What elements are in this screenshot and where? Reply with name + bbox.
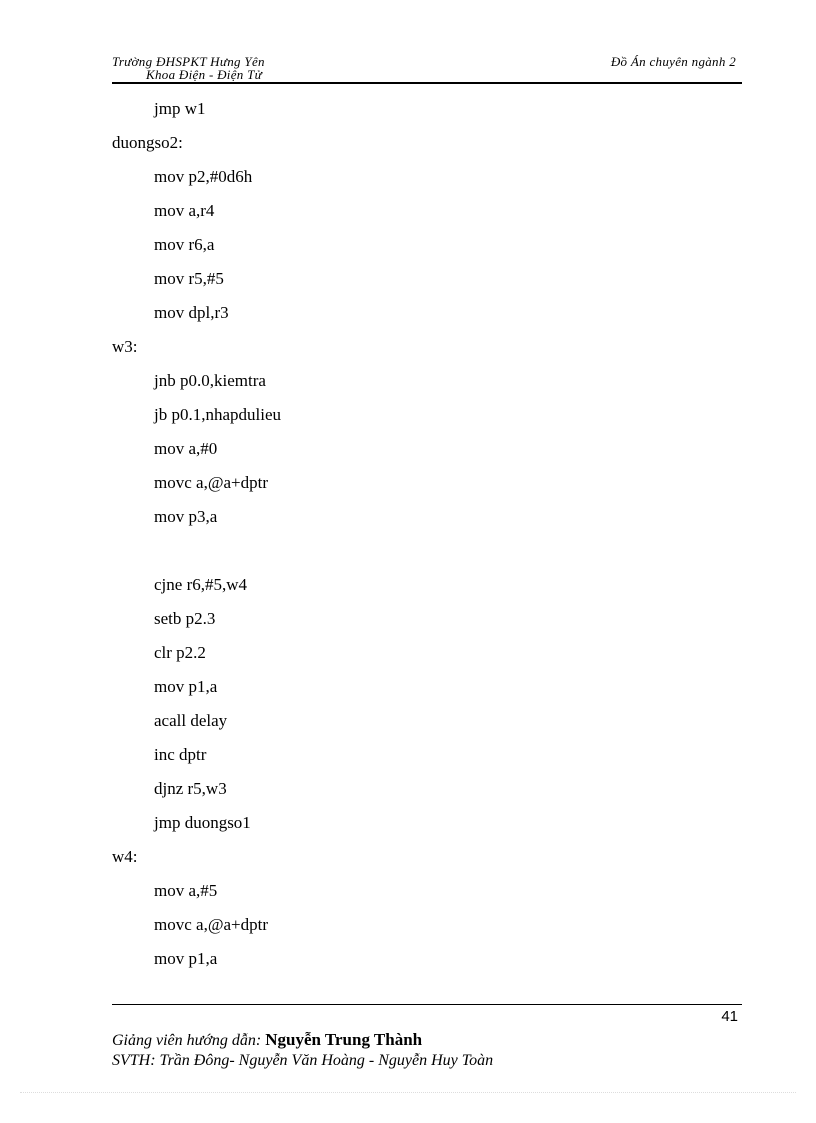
code-line: jb p0.1,nhapdulieu (154, 405, 282, 424)
students-line: SVTH: Trần Đông- Nguyễn Văn Hoàng - Nguyễn Huy Toàn (112, 1052, 494, 1069)
code-line: mov p1,a (154, 949, 218, 968)
header-project-title: Đồ Án chuyên ngành 2 (610, 54, 736, 69)
code-line: acall delay (154, 711, 228, 730)
code-line: mov p1,a (154, 677, 218, 696)
code-line: mov a,#0 (154, 439, 218, 458)
code-label-line: w3: (112, 337, 138, 356)
code-line: inc dptr (154, 745, 207, 764)
code-line: mov r5,#5 (154, 269, 224, 288)
code-line: mov p2,#0d6h (154, 167, 253, 186)
advisor-name: Nguyễn Trung Thành (265, 1030, 423, 1049)
code-label-line: duongso2: (112, 133, 183, 152)
code-line: mov a,r4 (154, 201, 215, 220)
advisor-line: Giảng viên hướng dẫn: Nguyễn Trung Thành (112, 1030, 423, 1049)
code-line: cjne r6,#5,w4 (154, 575, 248, 594)
code-listing (112, 92, 732, 976)
code-line: mov p3,a (154, 507, 218, 526)
page-number: 41 (721, 1008, 738, 1025)
advisor-label: Giảng viên hướng dẫn (112, 1032, 256, 1049)
code-line: mov dpl,r3 (154, 303, 229, 322)
code-line: jnb p0.0,kiemtra (154, 371, 266, 390)
code-line: jmp w1 (154, 99, 206, 118)
header-faculty: Khoa Điện - Điện Tử (146, 67, 263, 82)
code-line: movc a,@a+dptr (154, 915, 268, 934)
code-line: djnz r5,w3 (154, 779, 227, 798)
footer-divider (112, 1004, 742, 1005)
code-line: movc a,@a+dptr (154, 473, 268, 492)
code-line: mov r6,a (154, 235, 215, 254)
code-line (112, 534, 732, 568)
header-school: Trường ĐHSPKT Hưng Yên (112, 54, 265, 69)
code-line: clr p2.2 (154, 643, 206, 662)
page-header (112, 52, 742, 84)
code-label-line: w4: (112, 847, 138, 866)
code-line: setb p2.3 (154, 609, 216, 628)
page-bottom-dotted-divider (20, 1092, 796, 1093)
code-line: jmp duongso1 (154, 813, 251, 832)
code-line: mov a,#5 (154, 881, 218, 900)
